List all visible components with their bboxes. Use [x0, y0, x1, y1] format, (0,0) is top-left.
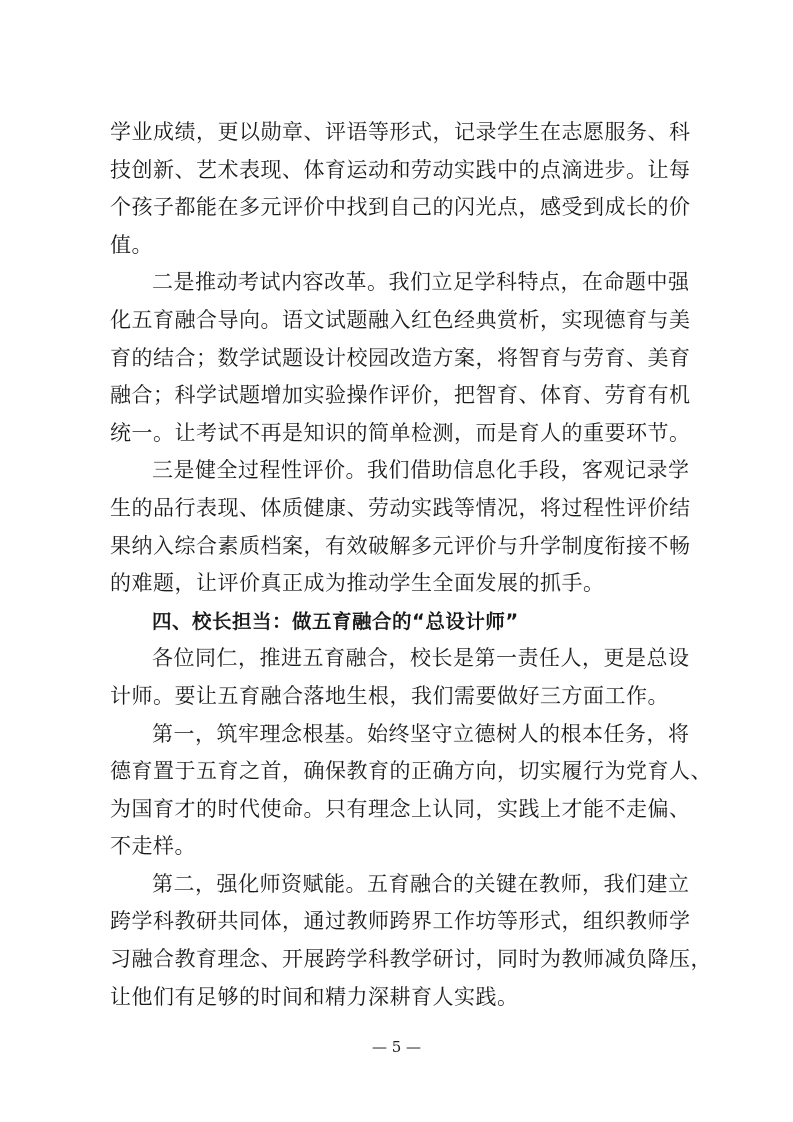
text-line: 跨学科教研共同体，通过教师跨界工作坊等形式，组织教师学	[110, 909, 691, 934]
section-heading: 四、校长担当：做五育融合的“总设计师”	[152, 609, 519, 633]
text-line: 让他们有足够的时间和精力深耕育人实践。	[110, 984, 519, 1009]
paragraph-first-line: 二是推动考试内容改革。我们立足学科特点，在命题中强	[152, 270, 690, 295]
text-line: 育的结合；数学试题设计校园改造方案，将智育与劳育、美育	[110, 345, 691, 370]
text-line: 生的品行表现、体质健康、劳动实践等情况，将过程性评价结	[110, 495, 691, 520]
page-number: — 5 —	[371, 1038, 422, 1056]
text-line: 的难题，让评价真正成为推动学生全面发展的抓手。	[110, 571, 605, 596]
paragraph-first-line: 第一，筑牢理念根基。始终坚守立德树人的根本任务，将	[152, 721, 690, 746]
paragraph-first-line: 第二，强化师资赋能。五育融合的关键在教师，我们建立	[152, 871, 690, 896]
text-line: 德育置于五育之首，确保教育的正确方向，切实履行为党育人、	[110, 759, 712, 784]
text-line: 统一。让考试不再是知识的简单检测，而是育人的重要环节。	[110, 420, 691, 445]
text-line: 个孩子都能在多元评价中找到自己的闪光点，感受到成长的价	[110, 195, 691, 220]
text-line: 值。	[110, 232, 153, 257]
text-line: 计师。要让五育融合落地生根，我们需要做好三方面工作。	[110, 683, 669, 708]
text-line: 习融合教育理念、开展跨学科教学研讨，同时为教师减负降压，	[110, 947, 712, 972]
text-line: 果纳入综合素质档案，有效破解多元评价与升学制度衔接不畅	[110, 533, 691, 558]
document-body	[110, 114, 712, 1016]
text-line: 化五育融合导向。语文试题融入红色经典赏析，实现德育与美	[110, 307, 691, 332]
paragraph-first-line: 三是健全过程性评价。我们借助信息化手段，客观记录学	[152, 458, 690, 483]
paragraph-first-line: 各位同仁，推进五育融合，校长是第一责任人，更是总设	[152, 646, 690, 671]
text-line: 学业成绩，更以勋章、评语等形式，记录学生在志愿服务、科	[110, 120, 691, 144]
text-line: 为国育才的时代使命。只有理念上认同，实践上才能不走偏、	[110, 796, 691, 821]
text-line: 不走样。	[110, 834, 196, 859]
text-line: 技创新、艺术表现、体育运动和劳动实践中的点滴进步。让每	[110, 157, 691, 182]
text-line: 融合；科学试题增加实验操作评价，把智育、体育、劳育有机	[110, 383, 691, 408]
